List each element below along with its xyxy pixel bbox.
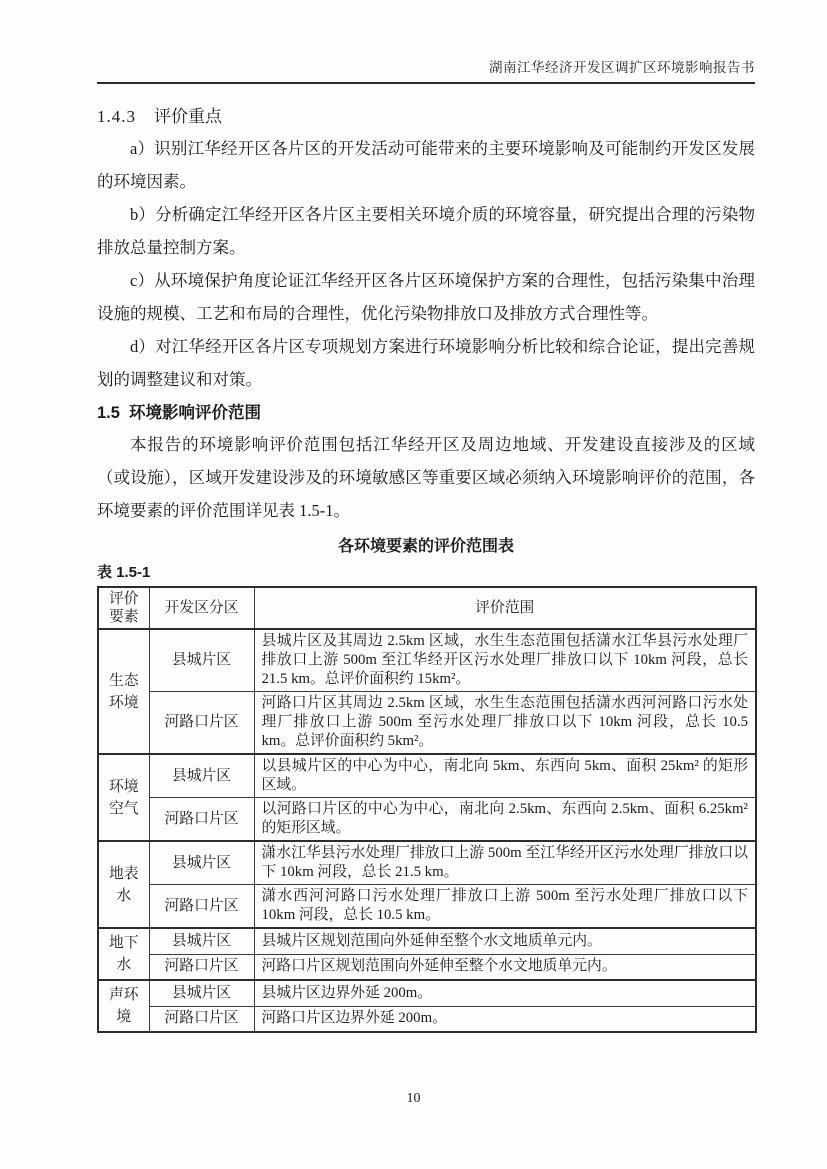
cell-scope: 河路口片区边界外延 200m。 [254, 1006, 756, 1032]
cell-element: 声环境 [98, 980, 149, 1032]
cell-zone: 县城片区 [149, 980, 254, 1006]
table-row [98, 692, 756, 755]
paragraph-b: b）分析确定江华经开区各片区主要相关环境介质的环境容量，研究提出合理的污染物排放总量控制方案。 [97, 205, 755, 257]
table-caption: 各环境要素的评价范围表 [337, 538, 514, 555]
table-row [98, 928, 756, 954]
section-title: 评价重点 [154, 107, 222, 126]
table-label: 表 1.5-1 [97, 564, 151, 581]
cell-element: 生态环境 [98, 629, 149, 754]
cell-scope: 县城片区及其周边 2.5km 区域，水生生态范围包括潇水江华县污水处理厂排放口上游 500m 至江华经开区污水处理厂排放口以下 10km 河段，总长 21.5 km。总评价面积约 15km²。 [254, 629, 756, 692]
cell-scope: 县城片区规划范围向外延伸至整个水文地质单元内。 [254, 928, 756, 954]
section-number: 1.4.3 [97, 107, 136, 126]
section-title: 环境影响评价范围 [128, 404, 261, 422]
section-number: 1.5 [97, 404, 120, 422]
cell-zone: 县城片区 [149, 629, 254, 692]
table-row [98, 1006, 756, 1032]
cell-zone: 河路口片区 [149, 885, 254, 929]
cell-zone: 县城片区 [149, 928, 254, 954]
evaluation-scope-table [97, 586, 757, 1033]
table-row [98, 841, 756, 885]
table-row [98, 980, 756, 1006]
cell-scope: 潇水西河河路口污水处理厂排放口上游 500m 至污水处理厂排放口以下 10km 河段，总长 10.5 km。 [254, 885, 756, 929]
cell-scope: 以河路口片区的中心为中心，南北向 2.5km、东西向 2.5km、面积 6.25km² 的矩形区域。 [254, 798, 756, 842]
cell-zone: 县城片区 [149, 754, 254, 798]
paragraph-a: a）识别江华经开区各片区的开发活动可能带来的主要环境影响及可能制约开发区发展的环境因素。 [97, 139, 755, 191]
cell-element: 环境空气 [98, 754, 149, 841]
table-row [98, 798, 756, 842]
running-header [97, 56, 755, 84]
cell-scope: 河路口片区其周边 2.5km 区域，水生生态范围包括潇水西河河路口污水处理厂排放口上游 500m 至污水处理厂排放口以下 10km 河段，总长 10.5 km。总评价面积约 5km²。 [254, 692, 756, 755]
cell-scope: 河路口片区规划范围向外延伸至整个水文地质单元内。 [254, 954, 756, 980]
cell-scope: 以县城片区的中心为中心，南北向 5km、东西向 5km、面积 25km² 的矩形区域。 [254, 754, 756, 798]
page-number: 10 [406, 1091, 421, 1106]
paragraph-c: c）从环境保护角度论证江华经开区各片区环境保护方案的合理性，包括污染集中治理设施的规模、工艺和布局的合理性，优化污染物排放口及排放方式合理性等。 [97, 271, 755, 323]
cell-element: 地下水 [98, 928, 149, 980]
header-cell-zone: 开发区分区 [149, 587, 254, 629]
cell-scope: 潇水江华县污水处理厂排放口上游 500m 至江华经开区污水处理厂排放口以下 10km 河段，总长 21.5 km。 [254, 841, 756, 885]
table-header-row [98, 587, 756, 629]
header-cell-scope: 评价范围 [254, 587, 756, 629]
table-row [98, 629, 756, 692]
cell-zone: 河路口片区 [149, 1006, 254, 1032]
section-heading-1-4-3 [97, 102, 755, 132]
section-heading-1-5 [97, 398, 755, 428]
cell-scope: 县城片区边界外延 200m。 [254, 980, 756, 1006]
table-row [98, 954, 756, 980]
header-cell-element: 评价要素 [98, 587, 149, 629]
paragraph-d: d）对江华经开区各片区专项规划方案进行环境影响分析比较和综合论证，提出完善规划的调整建议和对策。 [97, 337, 755, 389]
paragraph-scope-intro: 本报告的环境影响评价范围包括江华经开区及周边地域、开发建设直接涉及的区域（或设施），区域开发建设涉及的环境敏感区等重要区域必须纳入环境影响评价的范围，各环境要素的评价范围详见表 1.5-1。 [97, 435, 755, 520]
cell-zone: 河路口片区 [149, 954, 254, 980]
running-header-title: 湖南江华经济开发区调扩区环境影响报告书 [489, 60, 755, 75]
cell-zone: 县城片区 [149, 841, 254, 885]
table-row [98, 754, 756, 798]
table-row [98, 885, 756, 929]
cell-element: 地表水 [98, 841, 149, 928]
cell-zone: 河路口片区 [149, 798, 254, 842]
cell-zone: 河路口片区 [149, 692, 254, 755]
